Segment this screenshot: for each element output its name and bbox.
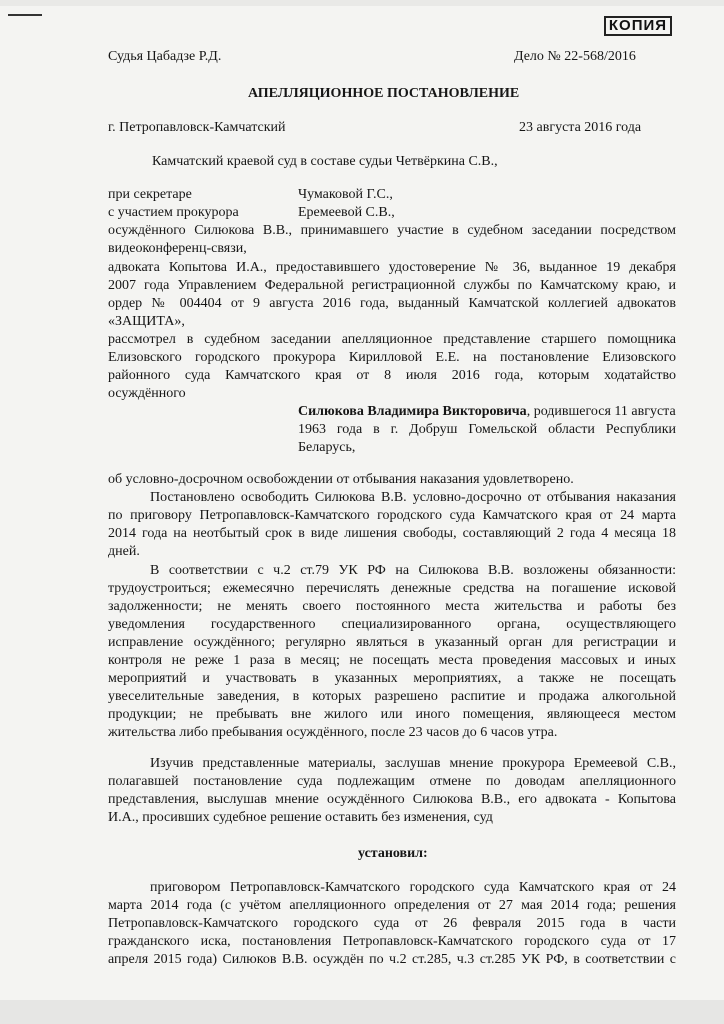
- text-line: жительства либо пребывания осуждённого, после 23 часов до 6 часов утра.: [108, 725, 558, 740]
- text-line: исправление осуждённого; регулярно являться в указанный орган для регистрации и: [108, 635, 676, 650]
- text-line: Изучив представленные материалы, заслушав мнение прокурора Еремеевой С.В.,: [150, 756, 676, 771]
- city: г. Петропавловск-Камчатский: [108, 120, 286, 135]
- copy-stamp: КОПИЯ: [604, 16, 672, 36]
- prosecutor-name: Еремеевой С.В.,: [298, 205, 395, 220]
- judge-name: Судья Цабадзе Р.Д.: [108, 49, 222, 64]
- text-line: представления, выслушав мнение осуждённого Силюкова В.В., его адвоката - Копытова: [108, 792, 676, 807]
- case-number: Дело № 22-568/2016: [514, 49, 636, 64]
- document-date: 23 августа 2016 года: [519, 120, 642, 135]
- text-line: по приговору Петропавловск-Камчатского городского суда Камчатского края от 24 марта: [108, 508, 676, 523]
- convict-birth: , родившегося 11 августа: [526, 404, 676, 419]
- secretary-name: Чумаковой Г.С.,: [298, 187, 393, 202]
- text-line: 2007 года Управлением Федеральной регистрационной службы по Камчатскому краю, и: [108, 278, 676, 293]
- text-line: районного суда Камчатского края от 8 июля 2016 года, которым ходатайство: [108, 368, 676, 383]
- prosecutor-label: с участием прокурора: [108, 205, 239, 220]
- convict-birthplace: 1963 года в г. Добруш Гомельской области Республики: [298, 422, 676, 437]
- text-line: задолженности; не менять своего постоянного места жительства и работы без: [108, 599, 676, 614]
- scan-bottom-edge: [0, 1000, 724, 1024]
- text-line: рассмотрел в судебном заседании апелляционное представление старшего помощника: [108, 332, 676, 347]
- text-line: «ЗАЩИТА»,: [108, 314, 185, 329]
- text-line: уведомления государственного специализированного органа, осуществляющего: [108, 617, 676, 632]
- text-line: И.А., просивших судебное решение оставить без изменения, суд: [108, 810, 493, 825]
- section-heading: установил:: [358, 846, 428, 861]
- convict-country: Беларусь,: [298, 440, 356, 455]
- document-title: АПЕЛЛЯЦИОННОЕ ПОСТАНОВЛЕНИЕ: [248, 86, 520, 101]
- text-line: адвоката Копытова И.А., предоставившего удостоверение № 36, выданное 19 декабря: [108, 260, 676, 275]
- text-line: приговором Петропавловск-Камчатского городского суда Камчатского края от 24: [150, 880, 676, 895]
- text-line: гражданского иска, постановления Петропавловск-Камчатского городского суда от 17: [108, 934, 676, 949]
- text-line: Постановлено освободить Силюкова В.В. условно-досрочно от отбывания наказания: [150, 490, 676, 505]
- convict-line: [298, 404, 676, 420]
- text-line: 2014 года на неотбытый срок в виде лишения свободы, составляющий 2 года 4 месяца 18: [108, 526, 676, 541]
- text-line: увеселительные заведения, в которых разрешено распитие и продажа алкогольной: [108, 689, 676, 704]
- text-line: ордер № 004404 от 9 августа 2016 года, выданный Камчатской коллегией адвокатов: [108, 296, 676, 311]
- text-line: продукции; не пребывать вне жилого или иного помещения, являющееся местом: [108, 707, 676, 722]
- text-line: мероприятий и участвовать в указанных мероприятиях, а также не посещать: [108, 671, 676, 686]
- text-line: апреля 2015 года) Силюков В.В. осуждён по ч.2 ст.285, ч.3 ст.285 УК РФ, в соответствии с: [108, 952, 676, 967]
- secretary-label: при секретаре: [108, 187, 192, 202]
- text-line: видеоконференц-связи,: [108, 241, 247, 256]
- text-line: полагавшей постановление суда подлежащим отмене по доводам апелляционного: [108, 774, 676, 789]
- text-line: трудоустроиться; ежемесячно перечислять денежные средства на погашение исковой: [108, 581, 676, 596]
- text-line: Петропавловск-Камчатского городского суда от 26 февраля 2015 года в части: [108, 916, 676, 931]
- text-line: марта 2014 года (с учётом апелляционного определения от 27 мая 2014 года; решения: [108, 898, 676, 913]
- text-line: Елизовского городского прокурора Кирилловой Е.Е. на постановление Елизовского: [108, 350, 676, 365]
- text-line: контроля не реже 1 раза в месяц; не посещать места проведения массовых и иных: [108, 653, 676, 668]
- text-line: В соответствии с ч.2 ст.79 УК РФ на Силюкова В.В. возложены обязанности:: [150, 563, 676, 578]
- text-line: осуждённого: [108, 386, 186, 401]
- scan-mark: [8, 14, 42, 16]
- text-line: об условно-досрочном освобождении от отбывания наказания удовлетворено.: [108, 472, 574, 487]
- convict-name: Силюкова Владимира Викторовича: [298, 404, 527, 419]
- text-line: дней.: [108, 544, 140, 559]
- court-composition: Камчатский краевой суд в составе судьи Четвёркина С.В.,: [152, 154, 498, 169]
- scan-top-edge: [0, 0, 724, 6]
- text-line: осуждённого Силюкова В.В., принимавшего участие в судебном заседании посредством: [108, 223, 676, 238]
